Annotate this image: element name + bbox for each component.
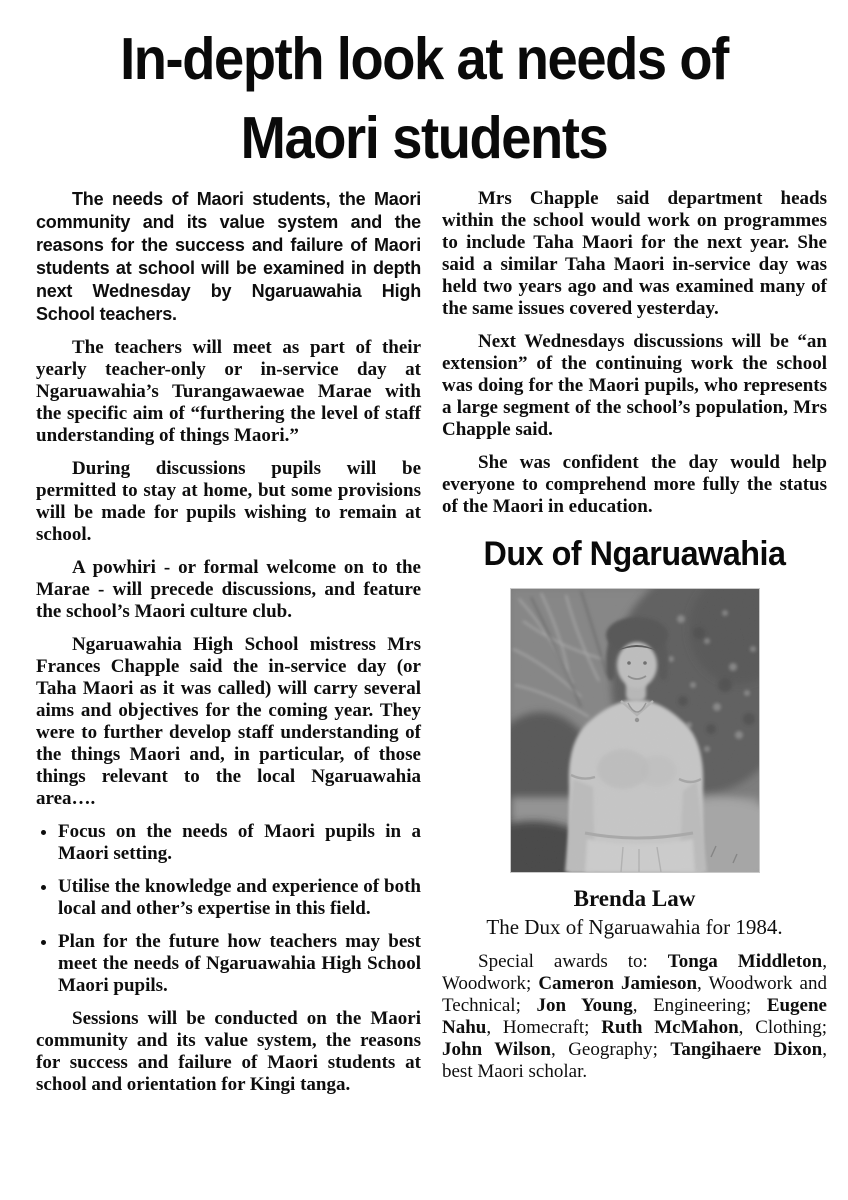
photo-image (511, 589, 759, 872)
paragraph-mistress-chapple: Ngaruawahia High School mistress Mrs Frances Chapple said the in-service day (or Taha Maori as it was called) will carry several aims and objectives for the coming year. They were to further develop staff understanding of the things Maori and, in particular, of those things relevant to the local Ngaruawahia area…. (36, 634, 421, 809)
paragraph-powhiri: A powhiri - or formal welcome on to the Marae - will precede discussions, and feature the school’s Maori culture club. (36, 557, 421, 622)
article-title (34, 20, 814, 178)
article-title-line2: Maori students (240, 105, 608, 171)
award-recipient-name: Ruth McMahon (601, 1017, 739, 1038)
awards-intro: Special awards to: (478, 951, 668, 972)
lead-paragraph: The needs of Maori students, the Maori community and its value system and the reasons for the success and failure of Maori students at school will be examined in depth next Wednesday by Ngaruawahia High School teachers. (36, 189, 421, 324)
paragraph-next-wednesdays: Next Wednesdays discussions will be “an extension” of the continuing work the school was doing for the Maori pupils, who represents a large segment of the school’s population, Mrs Chapple said. (442, 331, 827, 440)
paragraph-sessions: Sessions will be conducted on the Maori community and its value system, the reasons for success and failure of Maori students at school and orientation for Kingi tanga. (36, 1008, 421, 1095)
paragraph-confident: She was confident the day would help everyone to comprehend more fully the status of the Maori in education. (442, 452, 827, 517)
brenda-law-photo (511, 589, 759, 872)
bullet-item-focus: • Focus on the needs of Maori pupils in a Maori setting. (58, 821, 421, 865)
award-subject: , Woodwork; (442, 951, 827, 994)
paragraph-department-heads: Mrs Chapple said department heads within the school would work on programmes to include Taha Maori for the next year. She said a similar Taha Maori in-service day was held two years ago and was examined many of the same issues covered yesterday. (442, 188, 827, 319)
dux-section-heading: Dux of Ngaruawahia (483, 535, 786, 573)
award-recipient-name: Cameron Jamieson (538, 973, 698, 994)
bullet-item-utilise: • Utilise the knowledge and experience of both local and other’s expertise in this field. (58, 876, 421, 920)
bullet-item-plan: • Plan for the future how teachers may best meet the needs of Ngaruawahia High School Maori pupils. (58, 931, 421, 997)
article-body (0, 184, 848, 1107)
award-subject: , Engineering; (632, 995, 767, 1016)
award-recipient-name: John Wilson (442, 1039, 551, 1060)
paragraph-teachers-meet: The teachers will meet as part of their yearly teacher-only or in-service day at Ngaruawahia’s Turangawaewae Marae with the specific aim of “furthering the level of staff understanding of things Maori.” (36, 337, 421, 446)
award-recipient-name: Tonga Middleton (667, 951, 823, 972)
paragraph-during-discussions: During discussions pupils will be permitted to stay at home, but some provisions will be made for pupils wishing to remain at school. (36, 458, 421, 545)
right-column (442, 188, 827, 1094)
left-column (36, 188, 421, 1107)
award-subject: , Geography; (550, 1039, 671, 1060)
awards-paragraph (442, 951, 827, 1083)
award-recipient-name: Jon Young (536, 995, 633, 1016)
award-subject: , Clothing; (738, 1017, 827, 1038)
aims-bullet-list (36, 821, 421, 997)
article-title-line1: In-depth look at needs of (120, 26, 728, 92)
photo-grain-overlay (511, 589, 759, 872)
award-subject: , best Maori scholar. (442, 1039, 827, 1082)
photo-caption (442, 886, 827, 939)
award-subject: , Woodwork and Technical; (442, 973, 827, 1016)
photo-caption-name: Brenda Law (573, 886, 696, 911)
dux-photo-figure (442, 589, 827, 939)
award-recipient-name: Tangihaere Dixon (670, 1039, 823, 1060)
award-recipient-name: Eugene Nahu (442, 995, 827, 1038)
photo-caption-subtitle: The Dux of Ngaruawahia for 1984. (486, 915, 783, 939)
award-subject: , Homecraft; (486, 1017, 602, 1038)
